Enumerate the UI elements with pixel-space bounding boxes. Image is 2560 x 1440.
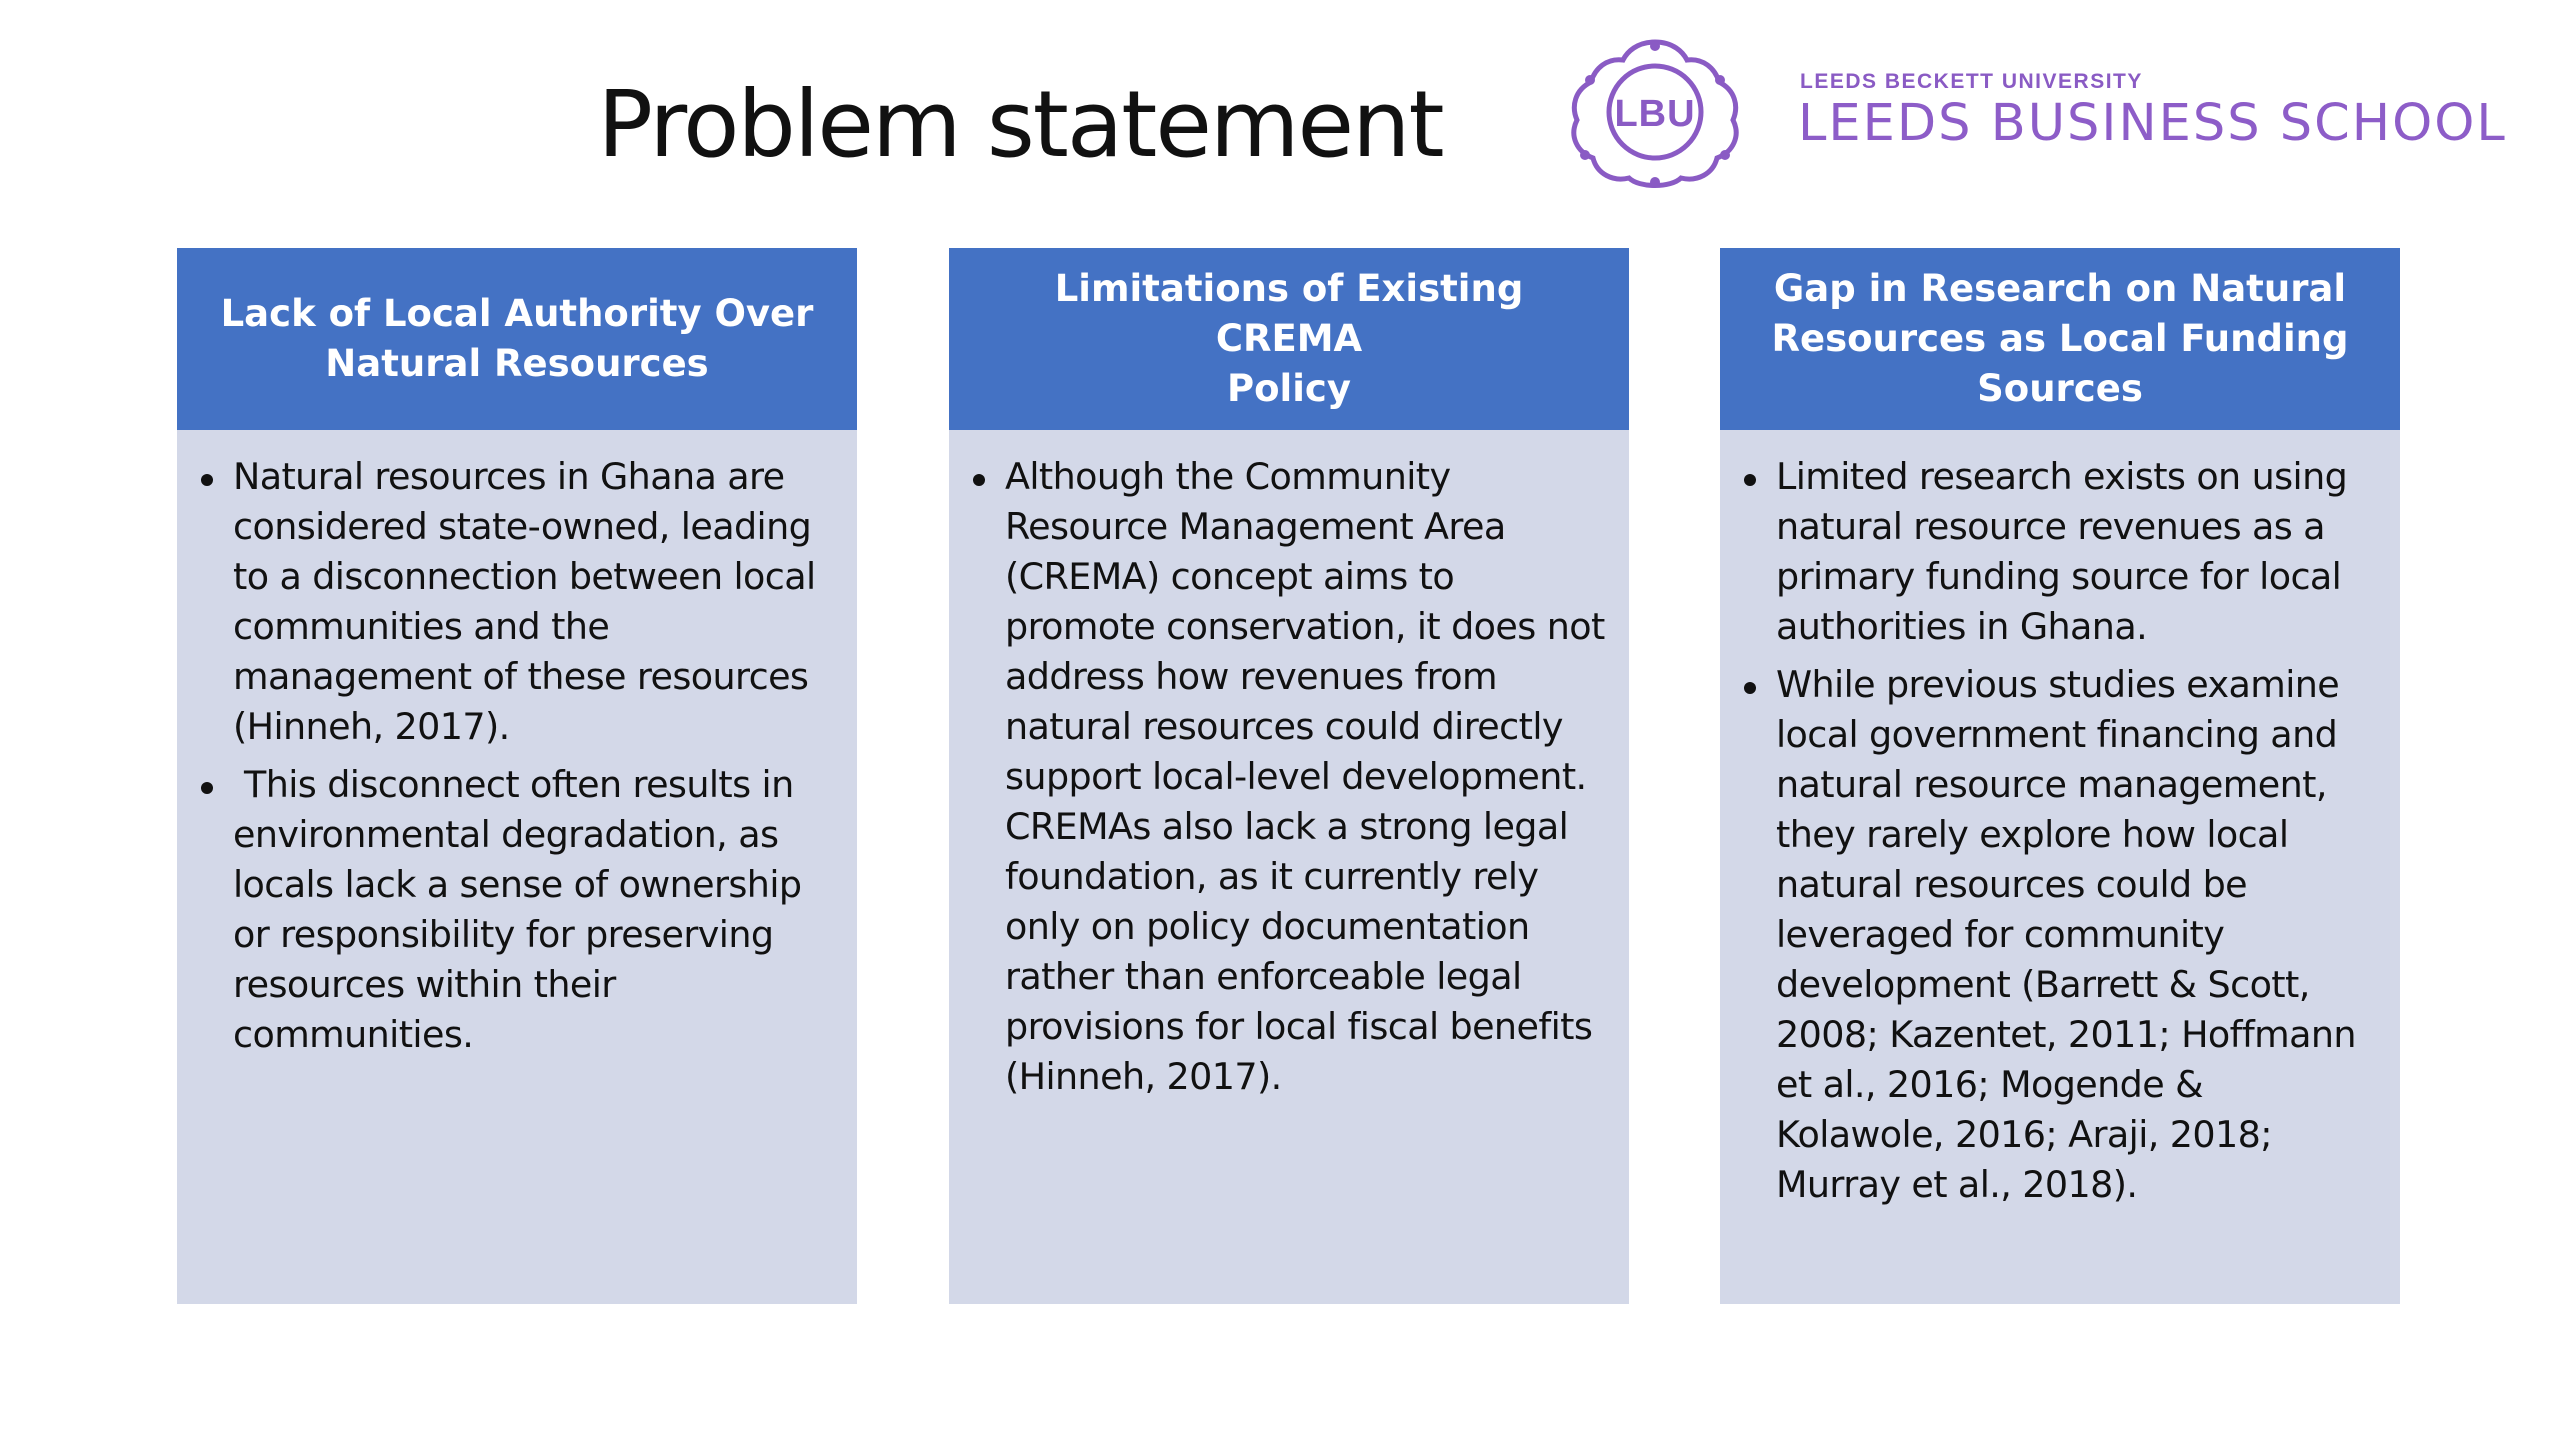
column-body	[1720, 430, 2400, 1210]
bullet-item	[199, 760, 833, 1060]
column-body	[177, 430, 857, 1060]
bullet-dot-icon	[201, 782, 213, 794]
bullet-item	[199, 452, 833, 752]
bullet-dot-icon	[1744, 474, 1756, 486]
bullet-item	[1742, 660, 2376, 1210]
bullet-item	[1742, 452, 2376, 652]
lbu-emblem-text: LBU	[1614, 93, 1696, 135]
leeds-business-school-logo	[1555, 30, 2545, 190]
column-header-line: Limitations of Existing CREMA	[1054, 267, 1524, 360]
column-header-line: Gap in Research on Natural	[1773, 267, 2347, 310]
column-header	[949, 248, 1629, 430]
lbu-rose-emblem-icon	[1555, 30, 1755, 190]
problem-column-crema-policy	[949, 248, 1629, 1304]
column-header-line: Policy	[1227, 367, 1351, 410]
column-header-line: Sources	[1977, 367, 2143, 410]
bullet-dot-icon	[973, 474, 985, 486]
page-title: Problem statement	[597, 71, 1443, 178]
column-header-line: Lack of Local Authority Over	[220, 292, 814, 335]
column-header-line: Resources as Local Funding	[1771, 317, 2349, 360]
bullet-text: Although the Community Resource Management Area (CREMA) concept aims to promote conservation, it does not address how revenues from natural resources could directly support local-level development. CREMAs also lack a strong legal foundation, as it currently rely only on policy documentation rather than enforceable legal provisions for local fiscal benefits (Hinneh, 2017).	[1005, 455, 1605, 1098]
bullet-list	[1742, 452, 2376, 1210]
bullet-dot-icon	[201, 474, 213, 486]
bullet-list	[971, 452, 1605, 1102]
column-header-line: Natural Resources	[325, 342, 709, 385]
bullet-text: This disconnect often results in environmental degradation, as locals lack a sense of ownership or responsibility for preserving resources within their communities.	[233, 763, 813, 1056]
column-header	[1720, 248, 2400, 430]
bullet-text: While previous studies examine local government financing and natural resource management, they rarely explore how local natural resources could be leveraged for community development (Barrett & Scott, 2008; Kazentet, 2011; Hoffmann et al., 2016; Mogende & Kolawole, 2016; Araji, 2018; Murray et al., 2018).	[1776, 663, 2356, 1206]
problem-column-research-gap	[1720, 248, 2400, 1304]
logo-university-name: LEEDS BECKETT UNIVERSITY	[1800, 70, 2143, 93]
bullet-text: Natural resources in Ghana are considered state-owned, leading to a disconnection between local communities and the management of these resources (Hinneh, 2017).	[233, 455, 816, 748]
bullet-item	[971, 452, 1605, 1102]
bullet-list	[199, 452, 833, 1060]
column-header	[177, 248, 857, 430]
problem-column-local-authority	[177, 248, 857, 1304]
bullet-dot-icon	[1744, 682, 1756, 694]
logo-school-name: LEEDS BUSINESS SCHOOL	[1798, 94, 2507, 153]
column-body	[949, 430, 1629, 1102]
bullet-text: Limited research exists on using natural resource revenues as a primary funding source for local authorities in Ghana.	[1776, 455, 2348, 648]
